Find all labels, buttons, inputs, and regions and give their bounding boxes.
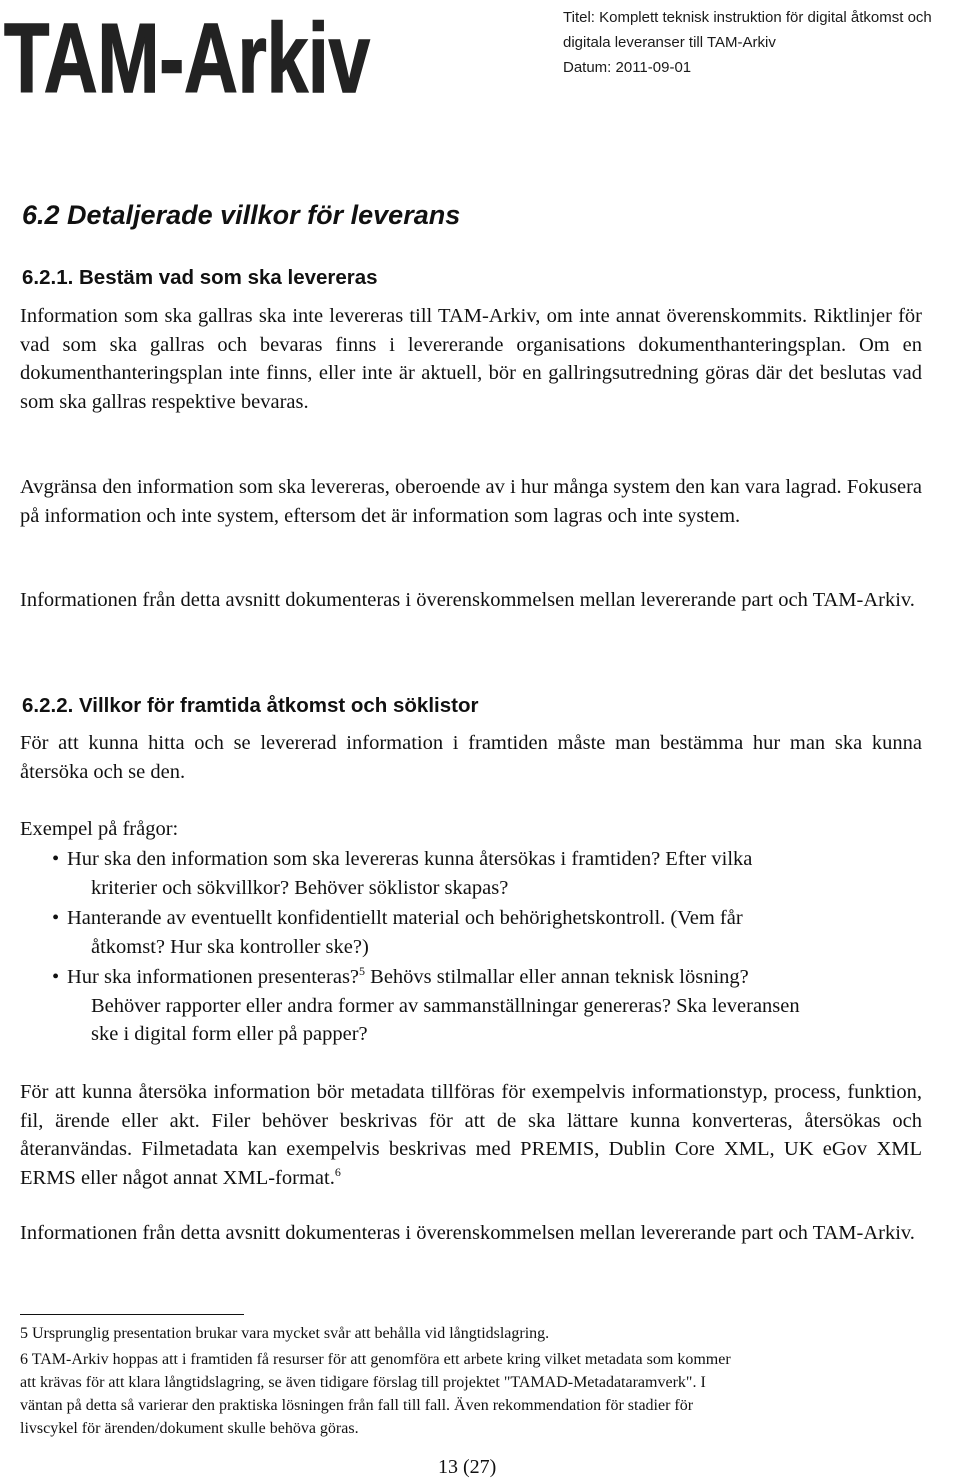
bullet-icon: • bbox=[52, 907, 60, 929]
paragraph: Informationen från detta avsnitt dokumenteras i överenskommelsen mellan levererande part och TAM-Arkiv. bbox=[20, 1222, 915, 1244]
logo-text: TAM-Arkiv bbox=[4, 3, 371, 113]
paragraph: Informationen från detta avsnitt dokumenteras i överenskommelsen mellan levererande part och TAM-Arkiv. bbox=[20, 589, 915, 611]
tam-arkiv-logo bbox=[0, 0, 380, 113]
footnote-6-line: väntan på detta så varierar den praktiska lösningen från fall till fall. Även rekommendation för stadier för bbox=[20, 1397, 694, 1414]
footnote-5: 5 Ursprunglig presentation brukar vara mycket svår att behålla vid långtidslagring. bbox=[20, 1325, 550, 1342]
page-number: 13 (27) bbox=[438, 1456, 497, 1478]
header-title-line2: digitala leveranser till TAM-Arkiv bbox=[563, 34, 776, 51]
header-title-line1: Titel: Komplett teknisk instruktion för digital åtkomst och bbox=[563, 9, 932, 26]
list-item bbox=[52, 845, 915, 902]
paragraph: Information som ska gallras ska inte levereras till TAM-Arkiv, om inte annat överenskommits. Riktlinjer för vad som ska gallras och bevaras finns i levererande organisations dokumenthanteringsplan. Om en dokumenthanteringsplan inte finns, eller inte är aktuell, bör en gallringsutredning göras där det beslutas vad som ska gallras respektive bevaras. bbox=[20, 305, 922, 413]
bullet-icon: • bbox=[52, 966, 60, 988]
paragraph: För att kunna återsöka information bör metadata tillföras för exempelvis informationstyp, process, funktion, fil, ärende eller akt. Filer behöver beskrivas för att de ska lättare kunna konverteras, återsökas och återanvändas. Filmetadata kan exempelvis beskrivas med PREMIS, Dublin Core XML, UK eGov XML ERMS eller något annat XML-format.$^6$ bbox=[20, 1081, 922, 1189]
paragraph: Avgränsa den information som ska levereras, oberoende av i hur många system den kan vara lagrad. Fokusera på information och inte system, eftersom det är information som lagras och inte system. bbox=[20, 476, 922, 527]
list-item-line: ske i digital form eller på papper? bbox=[91, 1023, 368, 1045]
footnote-6-line: 6 TAM-Arkiv hoppas att i framtiden få resurser för att genomföra ett arbete kring vilket metadata som kommer bbox=[20, 1351, 731, 1368]
list-item-line: Hur ska den information som ska levereras kunna återsökas i framtiden? Efter vilka bbox=[67, 848, 753, 870]
list-item-line: kriterier och sökvillkor? Behöver söklistor skapas? bbox=[91, 876, 509, 899]
header-date: Datum: 2011-09-01 bbox=[563, 59, 692, 76]
subsection-heading-6-2-2: 6.2.2. Villkor för framtida åtkomst och söklistor bbox=[22, 694, 479, 717]
footnote-ref-6: 6 bbox=[334, 1164, 341, 1179]
footnote-ref-5: 5 bbox=[359, 964, 366, 978]
list-item bbox=[52, 963, 915, 1049]
list-item-line: Hanterande av eventuellt konfidentiellt material och behörighetskontroll. (Vem får bbox=[67, 907, 743, 929]
list-item-line: Hur ska informationen presenteras?$^5$ Behövs stilmallar eller annan teknisk lösning? bbox=[67, 964, 749, 988]
examples-label: Exempel på frågor: bbox=[20, 818, 179, 840]
paragraph: För att kunna hitta och se levererad information i framtiden måste man bestämma hur man ska kunna återsöka och se den. bbox=[20, 732, 922, 783]
footnote-6-line: livscykel för ärenden/dokument skulle behöva göras. bbox=[20, 1420, 359, 1437]
list-item-line: Behöver rapporter eller andra former av sammanställningar genereras? Ska leveransen bbox=[91, 994, 800, 1017]
footnote-divider bbox=[20, 1314, 244, 1315]
document-header bbox=[563, 5, 960, 80]
question-list bbox=[52, 845, 915, 1051]
bullet-icon: • bbox=[52, 848, 60, 870]
section-heading: 6.2 Detaljerade villkor för leverans bbox=[22, 200, 461, 230]
list-item bbox=[52, 904, 915, 961]
subsection-heading-6-2-1: 6.2.1. Bestäm vad som ska levereras bbox=[22, 266, 378, 289]
footnote-6-line: att krävas för att klara långtidslagring, se även tidigare förslag till projektet "TAMAD-Metadataramverk". I bbox=[20, 1374, 706, 1391]
list-item-line: åtkomst? Hur ska kontroller ske?) bbox=[91, 935, 369, 958]
